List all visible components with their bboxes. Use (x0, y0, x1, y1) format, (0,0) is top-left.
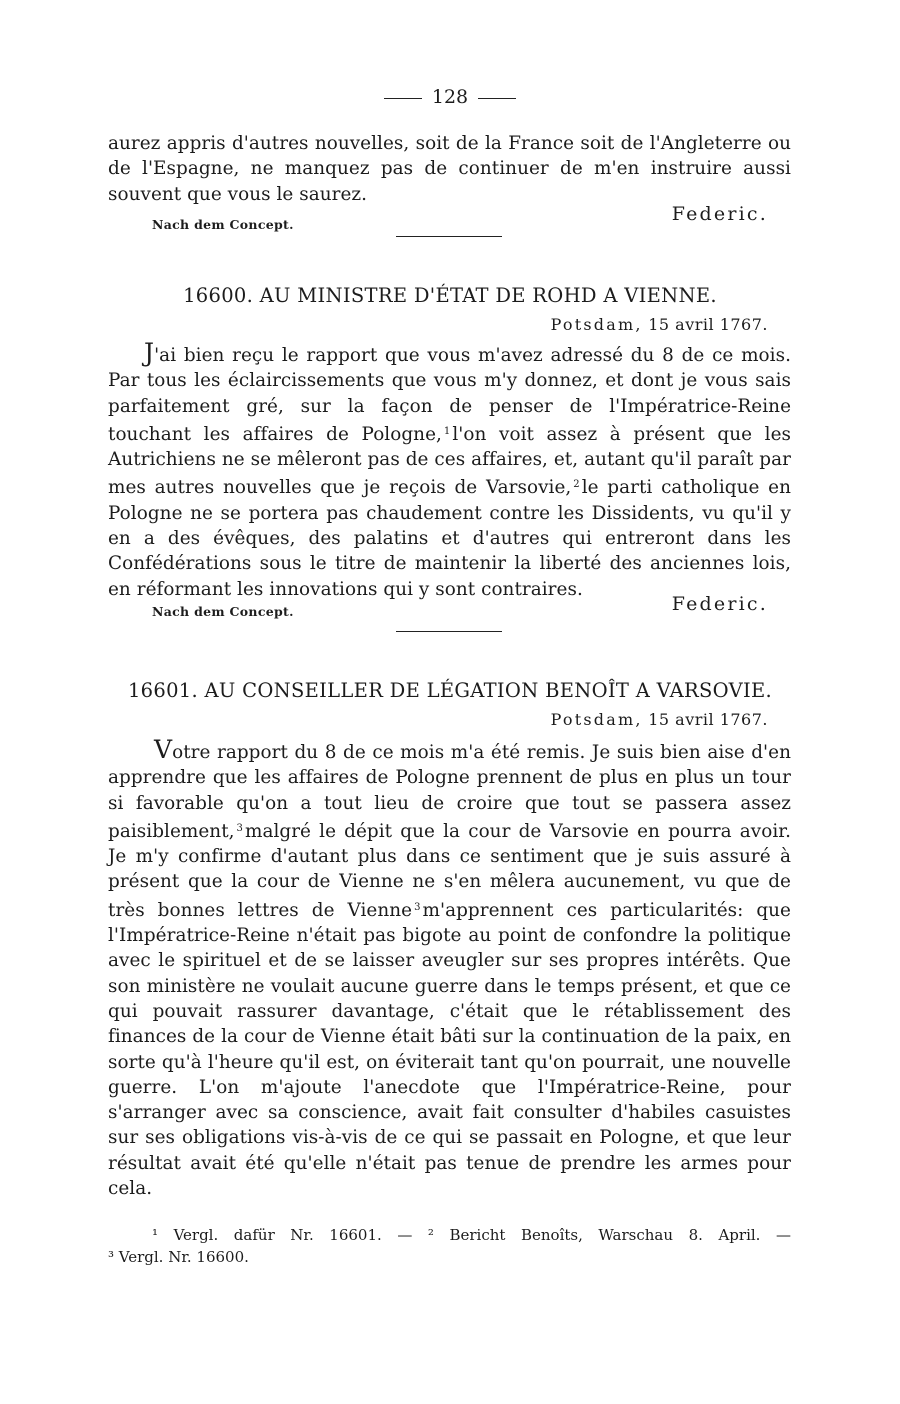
signature: Federic. (671, 203, 768, 225)
continuation-paragraph: aurez appris d'autres nouvelles, soit de la France soit de l'Angleterre ou de l'Espagne, ne manquez pas de continuer de m'en instruire aussi souvent que vous le saurez. (108, 133, 791, 205)
footnote-ref: 3 (414, 901, 421, 913)
section-divider (396, 236, 502, 237)
footnotes (108, 1224, 791, 1268)
page-number-dash-right (478, 98, 516, 99)
letter-heading (0, 679, 900, 702)
letter-place-date (520, 710, 768, 729)
page-number: 128 (431, 86, 469, 108)
letter-text: malgré le dépit que la cour de Varsovie en pourra avoir. Je m'y confirme d'autant plus dans ce sentiment que je suis assuré à présent que la cour de Vienne ne s'en mêlera aucunement, vu que de très bonnes lettres de Vienne (108, 820, 791, 921)
letter-number: 16600. (183, 284, 254, 307)
signature: Federic. (671, 593, 768, 615)
source-note: Nach dem Concept. (152, 604, 294, 619)
letter-text: m'apprennent ces particularités: que l'Impératrice-Reine n'était pas bigote au point de confondre la politique avec le spirituel et de se laisser aveugler sur ses propres intérêts. Que son ministère ne voulait aucune guerre dans le temps présent, et que ce qui pouvait rassurer davantage, c'était que le rétablissement des finances de la cour de Vienne était bâti sur la continuation de la paix, en sorte qu'à l'heure qu'il est, on éviterait tant qu'on pourrait, une nouvelle guerre. L'on m'ajoute l'anecdote que l'Impératrice-Reine, pour s'arranger avec sa conscience, avait fait consulter d'habiles casuistes sur ses obligations vis-à-vis de ce qui se passait en Pologne, et que leur résultat avait été qu'elle n'était pas tenue de prendre les armes pour cela. (108, 899, 791, 1200)
letter-date: 15 avril 1767. (648, 315, 768, 334)
source-note: Nach dem Concept. (152, 217, 294, 232)
letter-text: 'ai bien reçu le rapport que vous m'avez adressé du 8 de ce mois. Par tous les éclaircissements que vous m'y donnez, et dont je vous sais parfaitement gré, sur la façon de penser de l'Impératrice-Reine touchant les affaires de Pologne, (108, 345, 791, 445)
letter-text: l'on voit assez à présent que les Autrichiens ne se mêleront pas de ces affaires, et, autant qu'il paraît par mes autres nouvelles que je reçois de Varsovie, (108, 423, 791, 499)
letter-date: 15 avril 1767. (648, 710, 768, 729)
letter-initial: V (154, 735, 173, 764)
letter-text: otre rapport du 8 de ce mois m'a été remis. Je suis bien aise d'en apprendre que les affaires de Pologne prennent de plus en plus un tour si favorable qu'on a tout lieu de croire que tout se passera assez paisiblement, (108, 742, 791, 842)
letter-title: AU MINISTRE D'ÉTAT DE ROHD A VIENNE. (259, 284, 717, 307)
page-number-line (0, 86, 900, 108)
footnote-line: ³ Vergl. Nr. 16600. (108, 1248, 249, 1266)
footnote-line: ¹ Vergl. dafür Nr. 16601. — ² Bericht Benoîts, Warschau 8. April. — (152, 1226, 791, 1244)
letter-place: Potsdam, (550, 315, 643, 334)
section-divider (396, 631, 502, 632)
letter-heading (0, 284, 900, 307)
letter-body (108, 340, 791, 602)
letter-place-date (520, 315, 768, 334)
letter-initial: J (144, 338, 155, 367)
page-number-dash-left (384, 98, 422, 99)
letter-number: 16601. (127, 679, 198, 702)
letter-body (108, 737, 791, 1201)
letter-place: Potsdam, (550, 710, 643, 729)
letter-title: AU CONSEILLER DE LÉGATION BENOÎT A VARSOVIE. (204, 679, 773, 702)
footnote-ref: 3 (236, 822, 243, 834)
letter-text: le parti catholique en Pologne ne se portera pas chaudement contre les Dissidents, vu qu'il y en a des évêques, des palatins et d'autres qui entreront dans les Confédérations sous le titre de maintenir la liberté des anciennes lois, en réformant les innovations qui y sont contraires. (108, 477, 791, 600)
footnote-ref: 1 (443, 425, 451, 437)
footnote-ref: 2 (573, 479, 580, 491)
